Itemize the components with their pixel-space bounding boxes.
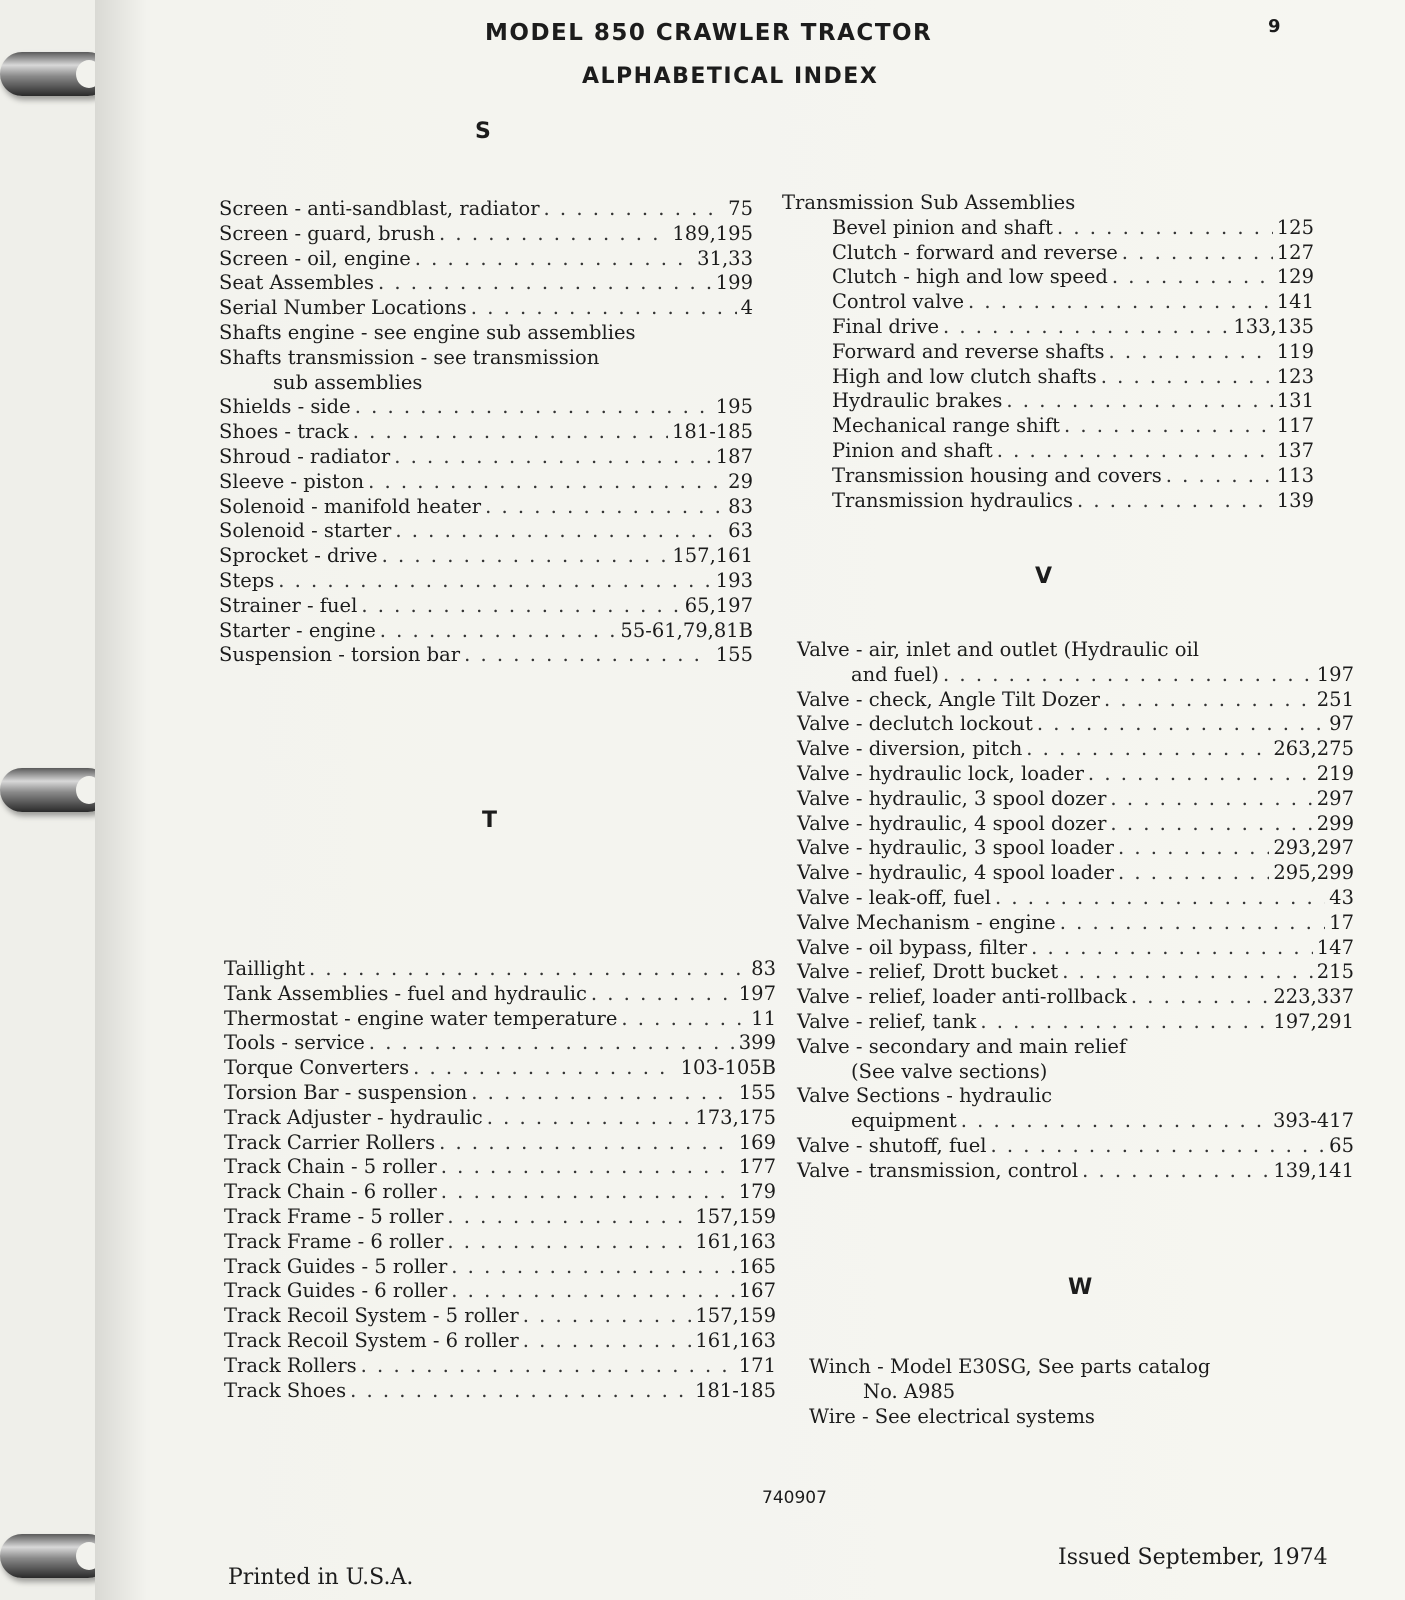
index-entry-text: Shafts engine - see engine sub assemblies [219,320,636,344]
index-entry [797,712,1354,737]
dot-leader [1110,787,1312,810]
index-entry [797,911,1354,936]
entry-page: 147 [1316,935,1354,959]
entry-page: 65,197 [684,593,753,617]
index-entry [224,1081,776,1106]
entry-page: 293,297 [1273,836,1354,860]
index-entry [219,544,753,569]
entry-page: 297 [1316,786,1354,810]
dot-leader [309,957,747,980]
index-entry-text: (See valve sections) [851,1059,1048,1083]
entry-page: 4 [740,296,753,320]
entry-page: 63 [728,519,753,543]
entry-label: Mechanical range shift [832,414,1060,438]
entry-label: Clutch - high and low speed [832,265,1108,289]
dot-leader [441,1155,735,1178]
index-entry [797,1109,1354,1134]
issue-date: Issued September, 1974 [1058,1545,1328,1570]
entry-label: Valve - check, Angle Tilt Dozer [797,687,1100,711]
dot-leader [441,1180,735,1203]
index-entry [219,569,753,594]
entry-page: 125 [1276,215,1314,239]
entry-label: Torque Converters [224,1056,410,1080]
index-entry [797,663,1354,688]
entry-label: Valve - relief, tank [797,1009,977,1033]
entry-page: 127 [1276,240,1314,264]
index-entry [797,985,1354,1010]
index-entry [224,1155,776,1180]
index-list-s [219,197,753,668]
index-entry-text: Winch - Model E30SG, See parts catalog [809,1355,1211,1378]
entry-page: 171 [738,1353,776,1377]
entry-page: 157,159 [695,1304,776,1328]
dot-leader [1082,1159,1269,1182]
entry-page: 215 [1316,960,1354,984]
entry-label: Control valve [832,290,964,314]
entry-label: Valve - oil bypass, filter [797,935,1028,959]
dot-leader [380,619,617,642]
entry-label: Starter - engine [219,618,376,642]
entry-page: 133,135 [1233,314,1314,338]
dot-leader [1026,737,1269,760]
dot-leader [1110,812,1312,835]
index-entry-text: Shafts transmission - see transmission [219,345,600,369]
dot-leader [1060,911,1325,934]
entry-page: 165 [738,1254,776,1278]
entry-label: Solenoid - manifold heater [219,494,482,518]
dot-leader [413,1056,677,1079]
index-entry [219,222,753,247]
index-entry [224,1180,776,1205]
entry-label: Strainer - fuel [219,593,358,617]
index-subheading: Transmission Sub Assemblies [782,191,1076,214]
index-list-t [224,957,776,1403]
dot-leader [278,569,712,592]
entry-page: 123 [1276,364,1314,388]
index-entry [782,439,1314,464]
entry-page: 167 [738,1279,776,1303]
dot-leader [485,495,724,518]
entry-page: 129 [1276,265,1314,289]
dot-leader [968,290,1273,313]
entry-page: 179 [738,1180,776,1204]
dot-leader [980,1010,1269,1033]
index-entry [224,1205,776,1230]
entry-label: Serial Number Locations [219,296,467,320]
dot-leader [523,1304,692,1327]
section-letter-t: T [482,808,498,833]
dot-leader [943,315,1229,338]
index-entry [224,1131,776,1156]
entry-page: 199 [715,271,753,295]
entry-page: 299 [1316,811,1354,835]
entry-label: Valve - hydraulic, 3 spool dozer [797,786,1107,810]
dot-leader [1118,861,1269,884]
entry-label: Track Guides - 6 roller [224,1279,448,1303]
entry-page: 155 [738,1080,776,1104]
entry-page: 195 [715,395,753,419]
entry-label: Track Frame - 6 roller [224,1229,444,1253]
entry-label: Solenoid - starter [219,519,392,543]
entry-label: Final drive [832,314,939,338]
index-entry [224,982,776,1007]
entry-page: 295,299 [1273,861,1354,885]
index-entry [797,886,1354,911]
dot-leader [464,643,712,666]
entry-page: 117 [1276,414,1314,438]
document-code: 740907 [762,1488,827,1508]
entry-label: Track Rollers [224,1353,357,1377]
dot-leader [995,886,1325,909]
entry-page: 103-105B [680,1056,776,1080]
dot-leader [1104,688,1313,711]
dot-leader [991,1134,1326,1157]
index-entry [797,1134,1354,1159]
dot-leader [943,663,1313,686]
dot-leader [1064,414,1273,437]
entry-label: Hydraulic brakes [832,389,1003,413]
dot-leader [368,470,724,493]
entry-label: Clutch - forward and reverse [832,240,1118,264]
index-entry [782,340,1314,365]
entry-page: 399 [738,1031,776,1055]
dot-leader [1057,216,1273,239]
entry-label: Screen - oil, engine [219,246,411,270]
entry-page: 161,163 [695,1328,776,1352]
entry-label: Valve - hydraulic, 4 spool dozer [797,811,1107,835]
entry-label: Shroud - radiator [219,444,391,468]
dot-leader [1112,265,1273,288]
entry-label: Track Shoes [224,1378,347,1402]
index-entry [219,395,753,420]
dot-leader [394,445,712,468]
entry-label: Valve - diversion, pitch [797,737,1023,761]
index-entry-text: Wire - See electrical systems [809,1404,1095,1428]
entry-label: Steps [219,568,275,592]
dot-leader [350,1379,691,1402]
entry-page: 155 [715,643,753,667]
index-list-w [809,1355,1329,1429]
section-letter-w: W [1068,1275,1093,1300]
dot-leader [355,395,712,418]
index-entry [219,197,753,222]
entry-page: 75 [728,197,753,220]
index-entry-text: Valve - air, inlet and outlet (Hydraulic oil [797,638,1199,661]
index-entry-text: No. A985 [863,1379,956,1403]
dot-leader [523,1329,692,1352]
dot-leader [447,1205,691,1228]
index-entry [224,1031,776,1056]
index-entry [782,414,1314,439]
entry-page: 139 [1276,488,1314,512]
entry-page: 251 [1316,687,1354,711]
index-entry [797,737,1354,762]
entry-page: 223,337 [1273,985,1354,1009]
entry-label: Shoes - track [219,420,349,444]
entry-label: Screen - guard, brush [219,221,436,245]
entry-page: 161,163 [695,1229,776,1253]
entry-label: Valve Mechanism - engine [797,910,1056,934]
index-entry [797,812,1354,837]
entry-label: Valve - declutch lockout [797,712,1033,736]
entry-page: 119 [1276,339,1314,363]
entry-page: 139,141 [1273,1158,1354,1182]
dot-leader [451,1255,734,1278]
section-letter-v: V [1035,564,1053,589]
index-entry [219,296,753,321]
index-entry [797,936,1354,961]
entry-label: Transmission housing and covers [832,463,1162,487]
entry-page: 181-185 [671,420,753,444]
index-entry [797,762,1354,787]
dot-leader [1131,985,1269,1008]
entry-label: Track Adjuster - hydraulic [224,1105,483,1129]
entry-page: 263,275 [1273,737,1354,761]
index-list-v [797,638,1354,1184]
index-entry [219,594,753,619]
dot-leader [997,439,1273,462]
entry-label: Suspension - torsion bar [219,643,461,667]
entry-page: 113 [1276,463,1314,487]
index-entry [782,389,1314,414]
dot-leader [1062,960,1313,983]
index-entry [219,519,753,544]
entry-page: 157,159 [695,1204,776,1228]
entry-page: 29 [728,469,753,493]
dot-leader [361,594,680,617]
index-entry [224,957,776,982]
entry-label: and fuel) [851,662,940,686]
entry-page: 131 [1276,389,1314,413]
page-subtitle: ALPHABETICAL INDEX [582,64,879,89]
entry-label: equipment [851,1109,957,1133]
entry-label: Valve - hydraulic lock, loader [797,761,1084,785]
index-entry [219,420,753,445]
index-entry [219,495,753,520]
dot-leader [1166,464,1273,487]
entry-label: Track Chain - 5 roller [224,1155,437,1179]
entry-page: 193 [715,568,753,592]
binder-ring-middle [0,768,110,812]
entry-page: 97 [1329,712,1354,736]
index-entry [797,1010,1354,1035]
dot-leader [1037,712,1325,735]
dot-leader [621,1007,747,1030]
index-entry-text: Valve Sections - hydraulic [797,1084,1053,1108]
entry-page: 137 [1276,438,1314,462]
entry-page: 83 [728,494,753,518]
dot-leader [1108,340,1272,363]
index-entry [782,216,1314,241]
entry-label: Seat Assembles [219,271,374,295]
dot-leader [591,982,735,1005]
index-entry [224,1106,776,1131]
index-entry [219,643,753,668]
dot-leader [1118,836,1269,859]
index-entry [224,1379,776,1404]
dot-leader [1088,762,1313,785]
index-entry [224,1056,776,1081]
dot-leader [1031,936,1313,959]
dot-leader [1077,489,1273,512]
entry-label: Sprocket - drive [219,544,378,568]
dot-leader [361,1354,735,1377]
index-entry [224,1255,776,1280]
entry-page: 55-61,79,81B [620,618,753,642]
entry-page: 219 [1316,761,1354,785]
entry-page: 173,175 [695,1105,776,1129]
index-entry [219,247,753,272]
index-entry [219,271,753,296]
index-entry [782,464,1314,489]
index-entry-text: Valve - secondary and main relief [797,1034,1127,1058]
entry-label: Valve - relief, Drott bucket [797,960,1059,984]
binder-ring-top [0,52,110,96]
binder-ring-bottom [0,1534,110,1578]
dot-leader [487,1106,692,1129]
section-letter-s: S [475,119,491,144]
dot-leader [961,1109,1269,1132]
entry-label: Thermostat - engine water temperature [224,1006,618,1030]
entry-page: 157,161 [672,544,753,568]
entry-page: 31,33 [697,246,753,270]
dot-leader [415,247,693,270]
entry-label: Shields - side [219,395,351,419]
index-entry [219,619,753,644]
index-list-transmission-sub [782,191,1314,513]
entry-label: Track Guides - 5 roller [224,1254,448,1278]
entry-page: 65 [1329,1133,1354,1157]
entry-label: Pinion and shaft [832,438,993,462]
index-entry [797,960,1354,985]
dot-leader [382,544,669,567]
index-entry [219,445,753,470]
entry-label: Bevel pinion and shaft [832,215,1053,239]
dot-leader [1006,389,1272,412]
dot-leader [447,1230,691,1253]
entry-label: Valve - hydraulic, 4 spool loader [797,861,1115,885]
entry-page: 11 [751,1006,776,1030]
dot-leader [471,296,737,319]
entry-label: Tank Assemblies - fuel and hydraulic [224,981,587,1005]
entry-page: 169 [738,1130,776,1154]
index-entry [224,1304,776,1329]
entry-page: 17 [1329,910,1354,934]
index-entry [224,1230,776,1255]
index-entry [797,787,1354,812]
entry-page: 187 [715,444,753,468]
entry-label: Track Recoil System - 5 roller [224,1304,519,1328]
entry-page: 189,195 [672,221,753,245]
entry-page: 83 [751,957,776,980]
printed-note: Printed in U.S.A. [228,1565,414,1590]
entry-page: 393-417 [1272,1109,1354,1133]
dot-leader [439,222,668,245]
entry-page: 43 [1329,885,1354,909]
dot-leader [395,519,724,542]
dot-leader [369,1031,735,1054]
entry-page: 177 [738,1155,776,1179]
entry-label: Screen - anti-sandblast, radiator [219,197,540,220]
index-entry [782,489,1314,514]
index-entry [782,265,1314,290]
dot-leader [544,197,725,220]
index-entry-text: sub assemblies [273,370,423,394]
entry-label: Valve - hydraulic, 3 spool loader [797,836,1115,860]
dot-leader [451,1279,734,1302]
dot-leader [378,271,712,294]
dot-leader [1122,241,1273,264]
entry-label: Sleeve - piston [219,469,365,493]
entry-label: Track Recoil System - 6 roller [224,1328,519,1352]
entry-label: Track Carrier Rollers [224,1130,436,1154]
index-entry [224,1354,776,1379]
entry-label: Valve - transmission, control [797,1158,1079,1182]
entry-page: 141 [1276,290,1314,314]
entry-label: Valve - relief, loader anti-rollback [797,985,1127,1009]
entry-label: High and low clutch shafts [832,364,1097,388]
index-entry [782,315,1314,340]
entry-page: 181-185 [694,1378,776,1402]
entry-label: Forward and reverse shafts [832,339,1105,363]
entry-label: Transmission hydraulics [832,488,1073,512]
entry-label: Valve - leak-off, fuel [797,885,992,909]
index-entry [782,365,1314,390]
dot-leader [439,1131,735,1154]
entry-label: Tools - service [224,1031,365,1055]
page-title: MODEL 850 CRAWLER TRACTOR [485,20,933,46]
entry-page: 197 [738,981,776,1005]
index-entry [797,1159,1354,1184]
index-entry [797,861,1354,886]
entry-label: Valve - shutoff, fuel [797,1133,987,1157]
entry-label: Torsion Bar - suspension [224,1080,468,1104]
entry-label: Taillight [224,957,305,980]
index-entry [224,1279,776,1304]
entry-page: 197 [1316,662,1354,686]
entry-page: 197,291 [1273,1009,1354,1033]
entry-label: Track Frame - 5 roller [224,1204,444,1228]
dot-leader [471,1081,735,1104]
page-number: 9 [1268,16,1281,37]
dot-leader [1101,365,1273,388]
entry-label: Track Chain - 6 roller [224,1180,437,1204]
index-entry [219,470,753,495]
index-entry [224,1329,776,1354]
dot-leader [353,420,668,443]
index-entry [797,688,1354,713]
index-entry [797,836,1354,861]
index-entry [782,290,1314,315]
index-entry [224,1007,776,1032]
index-entry [782,241,1314,266]
